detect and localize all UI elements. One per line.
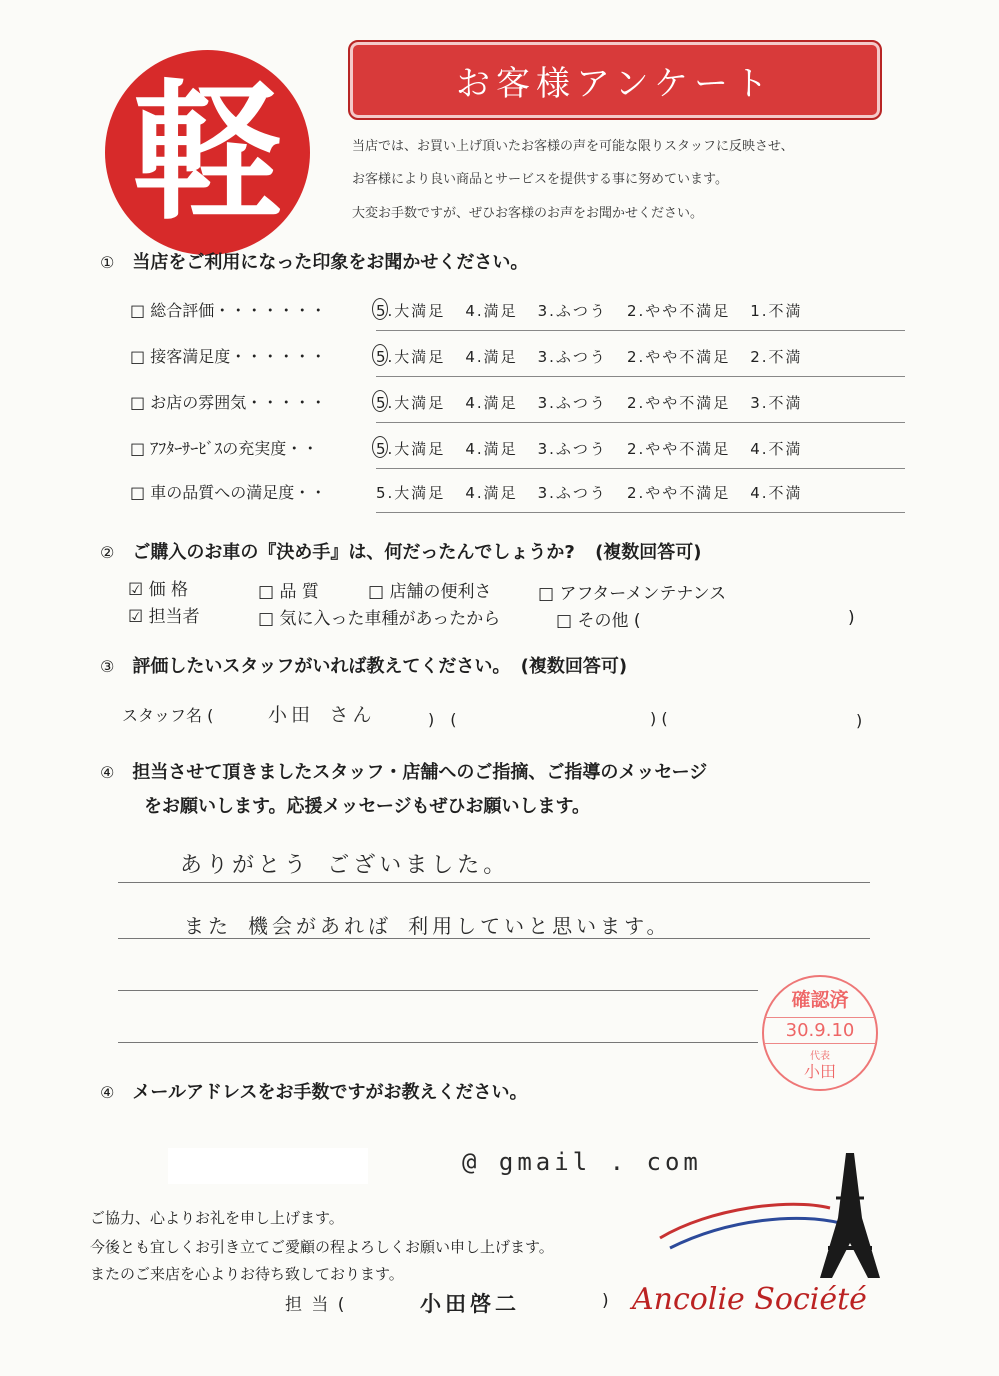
- checkbox-store-convenience[interactable]: □ 店舗の便利さ: [368, 582, 492, 602]
- staff-paren-2: ) (: [650, 709, 668, 728]
- rating-options: [376, 300, 823, 321]
- staff-paren-1: ) (: [428, 710, 457, 729]
- email-redacted-area: [168, 1148, 368, 1184]
- option-5[interactable]: 5.大満足: [376, 348, 446, 366]
- row-rule: [376, 512, 905, 513]
- q5-title: メールアドレスをお手数ですがお教えください。: [132, 1082, 528, 1103]
- row-rule: [376, 330, 905, 331]
- checkbox-quality[interactable]: □ 品 質: [258, 582, 319, 602]
- q2-title: ご購入のお車の『決め手』は、何だったんでしょうか?: [132, 542, 575, 563]
- footer-line1: ご協力、心よりお礼を申し上げます。: [90, 1209, 344, 1227]
- option-5[interactable]: 5.大満足: [376, 302, 446, 320]
- option-4[interactable]: 4.満足: [465, 484, 518, 502]
- answer-rule: [118, 1042, 758, 1043]
- message-answer-line2[interactable]: また 機会があれば 利用していと思います。: [184, 914, 671, 938]
- stamp-status: 確認済: [791, 989, 849, 1011]
- option-2[interactable]: 2.やや不満足: [626, 440, 731, 458]
- rating-label: □ 車の品質への満足度・・: [130, 483, 327, 502]
- option-2[interactable]: 2.やや不満足: [626, 348, 731, 366]
- option-4[interactable]: 4.満足: [465, 394, 518, 412]
- q2-note: (複数回答可): [595, 542, 702, 563]
- logo-glyph: 軽: [132, 64, 283, 241]
- option-3[interactable]: 3.ふつう: [537, 440, 607, 458]
- rating-options: [376, 482, 823, 503]
- option-1[interactable]: 2.不満: [750, 348, 803, 366]
- page-title-banner: [348, 40, 882, 120]
- checkbox-other[interactable]: □ その他 (: [556, 611, 641, 631]
- rating-label: □ 総合評価・・・・・・・: [130, 301, 327, 320]
- q5-heading: [100, 1078, 527, 1104]
- q5-number: ④: [100, 1083, 115, 1102]
- selection-circle: [372, 390, 388, 412]
- checkbox-price[interactable]: ☑ 価 格: [128, 580, 189, 600]
- option-1[interactable]: 3.不満: [750, 394, 803, 412]
- answer-rule: [118, 990, 758, 991]
- rating-row-vehicle-quality: [130, 480, 905, 520]
- answer-rule: [118, 882, 870, 883]
- rating-label: □ 接客満足度・・・・・・: [130, 347, 327, 366]
- brand-logo-seal: [105, 50, 310, 255]
- footer-line3: またのご来店を心よりお待ち致しております。: [90, 1265, 404, 1283]
- option-5[interactable]: 5.大満足: [376, 484, 446, 502]
- option-2[interactable]: 2.やや不満足: [626, 394, 731, 412]
- option-3[interactable]: 3.ふつう: [537, 484, 607, 502]
- q1-number: ①: [100, 253, 115, 272]
- staff-paren-3: ): [856, 711, 863, 730]
- rating-row-overall: [130, 298, 905, 338]
- q2-heading: [100, 538, 702, 564]
- intro-line-2: お客様により良い商品とサービスを提供する事に努めています。: [352, 172, 728, 187]
- option-1[interactable]: 4.不満: [750, 484, 803, 502]
- page-title: お客様アンケート: [456, 63, 774, 104]
- checkbox-favorite-model[interactable]: □ 気に入った車種があったから: [258, 609, 501, 629]
- footer-staff-close: ): [602, 1291, 609, 1311]
- stamp-date: 30.9.10: [764, 1017, 876, 1044]
- q2-number: ②: [100, 543, 115, 562]
- footer-line2: 今後とも宜しくお引き立てご愛顧の程よろしくお願い申し上げます。: [90, 1238, 554, 1256]
- q3-heading: [100, 652, 627, 678]
- q4-number: ④: [100, 763, 115, 782]
- q3-title: 評価したいスタッフがいれば教えてください。: [132, 656, 511, 677]
- selection-circle: [372, 298, 388, 320]
- message-answer-line1[interactable]: ありがとう ございました。: [180, 853, 510, 878]
- row-rule: [376, 468, 905, 469]
- rating-label: □ ｱﾌﾀｰｻｰﾋﾞｽの充実度・・: [130, 439, 319, 458]
- row-rule: [376, 376, 905, 377]
- rating-options: [376, 392, 823, 413]
- option-1[interactable]: 4.不満: [750, 440, 803, 458]
- rating-row-after-service: [130, 436, 905, 476]
- other-close-paren: ): [848, 608, 855, 628]
- staff-name-answer[interactable]: 小田 さん: [268, 704, 376, 726]
- q4-title-line1: 担当させて頂きましたスタッフ・店舗へのご指摘、ご指導のメッセージ: [132, 762, 708, 783]
- email-domain[interactable]: @ gmail . com: [462, 1148, 702, 1176]
- stamp-role: 代表: [810, 1051, 830, 1062]
- option-5[interactable]: 5.大満足: [376, 440, 446, 458]
- q3-number: ③: [100, 657, 115, 676]
- confirmation-stamp: [762, 975, 878, 1091]
- intro-line-3: 大変お手数ですが、ぜひお客様のお声をお聞かせください。: [352, 206, 704, 221]
- stamp-name: 小田: [803, 1062, 836, 1081]
- intro-line-1: 当店では、お買い上げ頂いたお客様の声を可能な限りスタッフに反映させ、: [352, 139, 794, 154]
- brand-wordmark: Ancolie Société: [632, 1282, 867, 1317]
- checkbox-after-maintenance[interactable]: □ アフターメンテナンス: [538, 584, 727, 604]
- option-3[interactable]: 3.ふつう: [537, 394, 607, 412]
- option-4[interactable]: 4.満足: [465, 440, 518, 458]
- option-1[interactable]: 1.不満: [750, 302, 803, 320]
- footer-staff-label: 担 当 (: [285, 1295, 347, 1315]
- rating-options: [376, 438, 823, 459]
- answer-rule: [118, 938, 870, 939]
- selection-circle: [372, 344, 388, 366]
- option-3[interactable]: 3.ふつう: [537, 302, 607, 320]
- row-rule: [376, 422, 905, 423]
- option-2[interactable]: 2.やや不満足: [626, 484, 731, 502]
- q1-title: 当店をご利用になった印象をお聞かせください。: [132, 252, 529, 273]
- option-5[interactable]: 5.大満足: [376, 394, 446, 412]
- rating-label: □ お店の雰囲気・・・・・: [130, 393, 327, 412]
- footer-staff-name: 小田啓二: [420, 1292, 520, 1316]
- option-4[interactable]: 4.満足: [465, 348, 518, 366]
- staff-name-label: スタッフ名 (: [122, 706, 214, 725]
- option-2[interactable]: 2.やや不満足: [626, 302, 731, 320]
- rating-row-atmosphere: [130, 390, 905, 430]
- q4-title-line2: をお願いします。応援メッセージもぜひお願いします。: [144, 796, 591, 817]
- q3-note: (複数回答可): [520, 656, 628, 677]
- selection-circle: [372, 436, 388, 458]
- q1-heading: [100, 248, 528, 274]
- option-3[interactable]: 3.ふつう: [537, 348, 607, 366]
- option-4[interactable]: 4.満足: [465, 302, 518, 320]
- q4-heading: [100, 758, 707, 784]
- checkbox-staff[interactable]: ☑ 担当者: [128, 607, 200, 627]
- rating-options: [376, 346, 823, 367]
- rating-row-service: [130, 344, 905, 384]
